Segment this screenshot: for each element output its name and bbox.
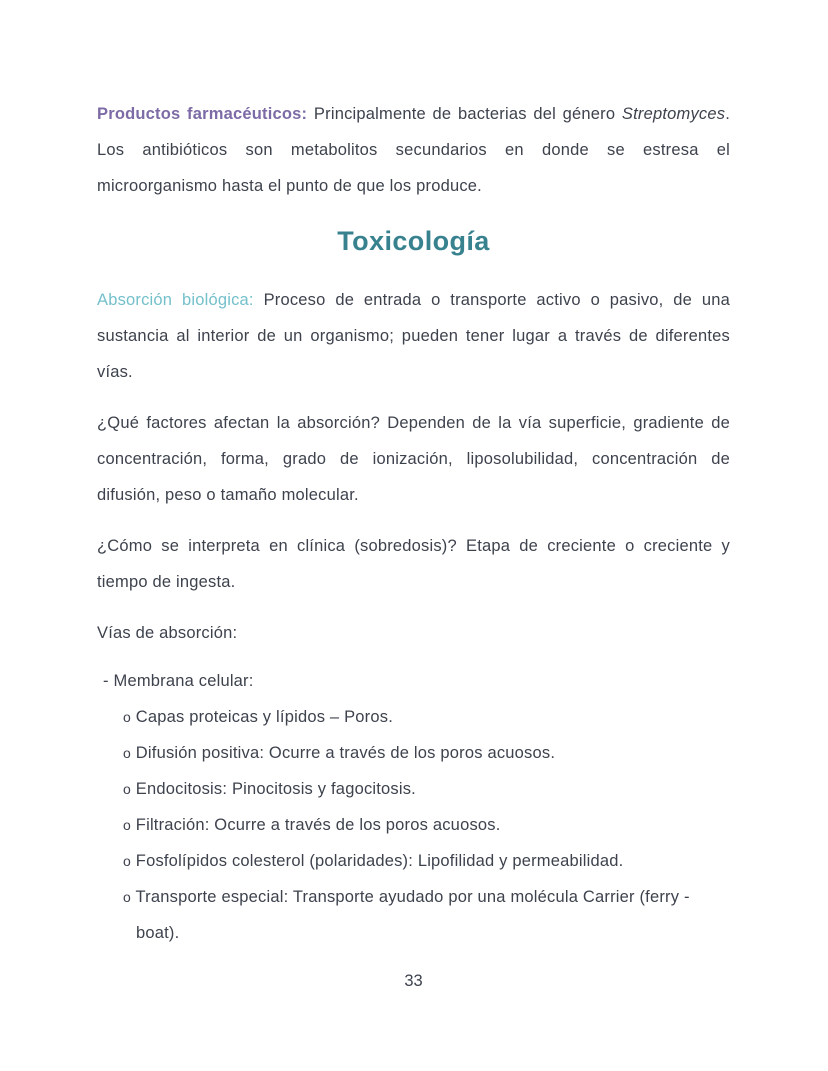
lead-absorcion-biologica: Absorción biológica:	[97, 291, 254, 309]
list-item	[97, 843, 730, 879]
bullet-marker: o	[123, 853, 131, 869]
list-item-label: Filtración: Ocurre a través de los poros acuosos.	[135, 816, 501, 834]
paragraph-absorcion-biologica	[97, 282, 730, 390]
list-item	[97, 735, 730, 771]
list-item	[97, 807, 730, 843]
bullet-marker: o	[123, 745, 131, 761]
list-item	[97, 879, 730, 951]
paragraph-productos-farmaceuticos	[97, 96, 730, 204]
paragraph-vias-absorcion: Vías de absorción:	[97, 624, 238, 642]
section-heading-toxicologia: Toxicología	[337, 226, 490, 256]
list-item	[97, 771, 730, 807]
paragraph-text: Proceso de entrada o transporte activo o pasivo, de una sustancia al interior de un organismo; pueden tener lugar a través de diferentes vías.	[97, 291, 730, 381]
list-item-label: Membrana celular:	[113, 672, 254, 690]
list-item-label: Difusión positiva: Ocurre a través de los poros acuosos.	[135, 744, 556, 762]
list-item-membrana-celular	[97, 663, 730, 699]
bullet-marker: o	[123, 817, 131, 833]
lead-productos-farmaceuticos: Productos farmacéuticos:	[97, 105, 308, 123]
list-item	[97, 699, 730, 735]
italic-term-streptomyces: Streptomyces	[621, 105, 726, 123]
dash-marker: -	[103, 672, 109, 690]
bullet-marker: o	[123, 889, 131, 905]
list-item-label: Capas proteicas y lípidos – Poros.	[135, 708, 393, 726]
paragraph-text: Principalmente de bacterias del género	[313, 105, 616, 123]
absorption-routes-list	[97, 663, 730, 951]
bullet-marker: o	[123, 709, 131, 725]
paragraph-factores-absorcion: ¿Qué factores afectan la absorción? Dependen de la vía superficie, gradiente de concentración, forma, grado de ionización, liposolubilidad, concentración de difusión, peso o tamaño molecular.	[97, 414, 730, 504]
list-item-label: Endocitosis: Pinocitosis y fagocitosis.	[135, 780, 416, 798]
list-item-label: Transporte especial: Transporte ayudado por una molécula Carrier (ferry - boat).	[135, 888, 690, 942]
bullet-marker: o	[123, 781, 131, 797]
page-number: 33	[404, 972, 423, 990]
paragraph-interpretacion-clinica: ¿Cómo se interpreta en clínica (sobredosis)? Etapa de creciente o creciente y tiempo de ingesta.	[97, 537, 730, 591]
list-item-label: Fosfolípidos colesterol (polaridades): Lipofilidad y permeabilidad.	[135, 852, 624, 870]
paragraph-text: . Los antibióticos son metabolitos secundarios en donde se estresa el microorganismo hasta el punto de que los produce.	[97, 105, 730, 195]
